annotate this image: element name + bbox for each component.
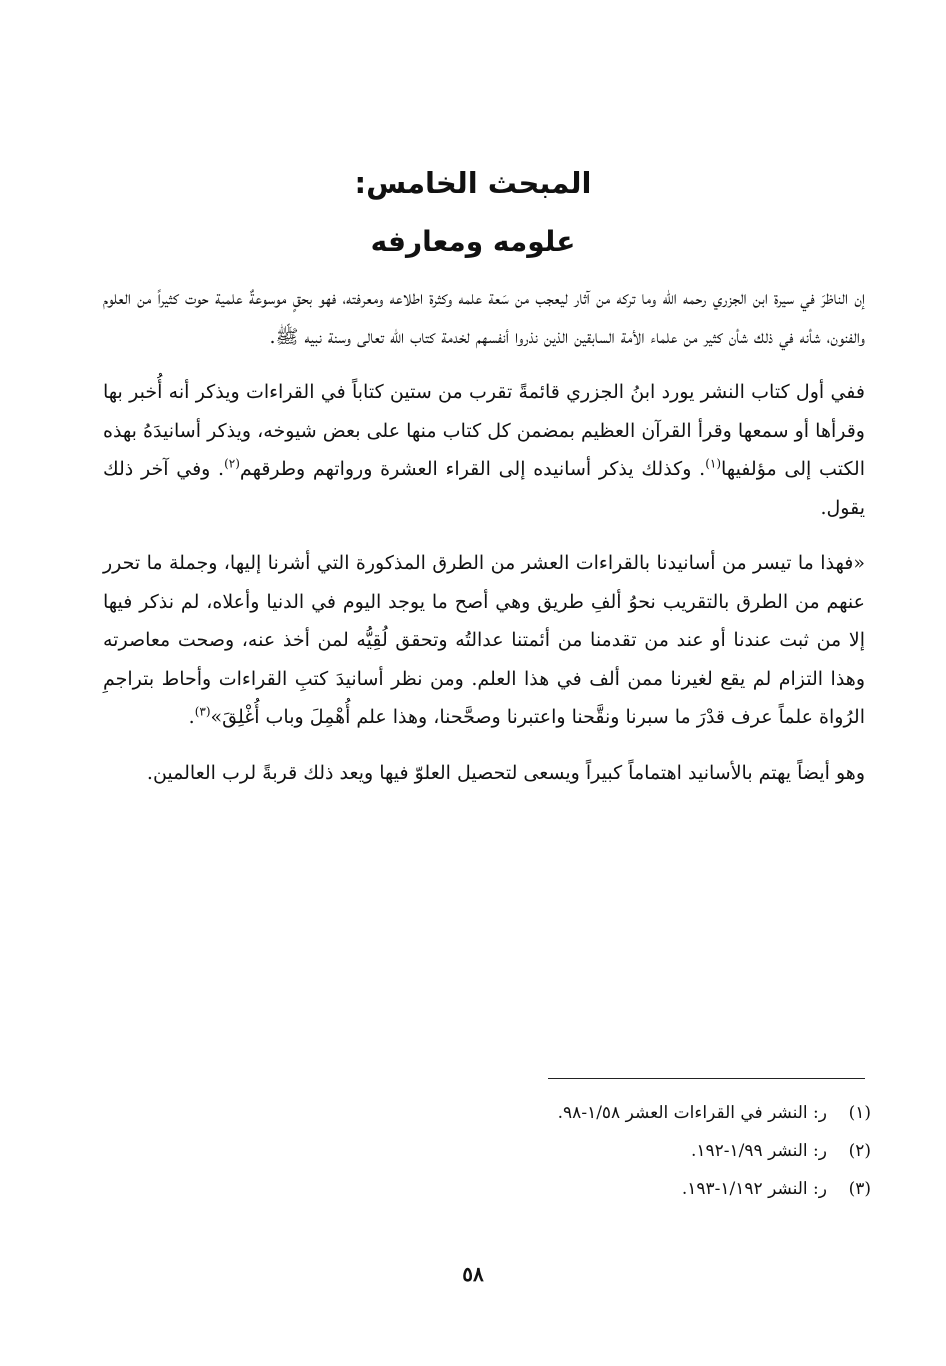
footnote-ref-2[interactable]: (٢) [224, 456, 240, 471]
footnotes-list [251, 1094, 871, 1208]
page-number: ٥٨ [462, 1262, 484, 1286]
footnote-divider [548, 1078, 865, 1079]
footnote-ref-1[interactable]: (١) [705, 456, 722, 471]
footnote-ref-3[interactable]: (٣) [194, 704, 211, 719]
footnote-item [251, 1170, 871, 1208]
footnote-item [251, 1132, 871, 1170]
paragraph-2-text-c: . وفي آخر ذلك يقول. [103, 458, 865, 519]
paragraph-4 [103, 754, 865, 793]
quote-paragraph [103, 544, 865, 737]
paragraph-2-text-b: . وكذلك يذكر أسانيده إلى القراء العشرة ورواتهم وطرقهم [239, 458, 706, 480]
footnote-number: (١) [848, 1103, 871, 1123]
body-text [103, 279, 865, 809]
paragraph-1 [103, 279, 865, 356]
quote-end: . [188, 706, 195, 728]
section-title: علومه ومعارفه [370, 225, 576, 258]
paragraph-2 [103, 373, 865, 527]
footnote-number: (٢) [848, 1141, 871, 1161]
footnote-number: (٣) [848, 1179, 871, 1199]
paragraph-1-text: إن الناظرَ في سيرة ابن الجزري رحمه الله وما تركه من آثار ليعجب من سَعة علمه وكثرة اطلاعه ومعرفته، فهو بحقٍ موسوعةٌ علمية حوت كثيراً من العلوم والفنون، شأنه في ذلك شأن كثير من علماء الأمة السابقين الذين نذروا أنفسهم لخدمة كتاب الله تعالى وسنة نبيه ﷺ. [103, 287, 865, 348]
footnote-item [251, 1094, 871, 1132]
footnote-text: ر: النشر ١/٩٩-١٩٢. [690, 1141, 827, 1161]
footnote-text: ر: النشر ١/١٩٢-١٩٣. [681, 1179, 827, 1199]
footnote-text: ر: النشر في القراءات العشر ١/٥٨-٩٨. [557, 1103, 827, 1123]
quote-text: «فهذا ما تيسر من أسانيدنا بالقراءات العشر من الطرق المذكورة التي أشرنا إليها، وجملة ما تحرر عنهم من الطرق بالتقريب نحوُ ألفِ طريق وهي أصح ما يوجد اليوم في الدنيا وأعلاه، لم نذكر فيها إلا من ثبت عندنا أو عند من تقدمنا من أئمتنا عدالتُه وتحقق لُقِيُّه لمن أخذ عنه، وصحت معاصرته وهذا التزام لم يقع لغيرنا ممن ألف في هذا العلم. ومن نظر أسانيدَ كتبِ القراءات وأحاط بتراجمِ الرُواة علماً عرف قدْرَ ما سبرنا ونقَّحنا واعتبرنا وصحَّحنا، وهذا علم أُهْمِلَ وباب أُغْلِقَ» [103, 552, 865, 728]
section-heading: المبحث الخامس: [354, 166, 592, 200]
paragraph-4-text: وهو أيضاً يهتم بالأسانيد اهتماماً كبيراً ويسعى لتحصيل العلوّ فيها ويعد ذلك قربةً لرب العالمين. [146, 761, 865, 784]
paragraph-2-text-a: ففي أول كتاب النشر يورد ابنُ الجزري قائمةً تقرب من ستين كتاباً في القراءات ويذكر أنه أُخبر بها وقرأها أو سمعها وقرأ القرآن العظيم بمضمن كل كتاب منها على بعض شيوخه، ويذكر أسانيدَهُ بهذه الكتب إلى مؤلفيها [103, 381, 866, 480]
